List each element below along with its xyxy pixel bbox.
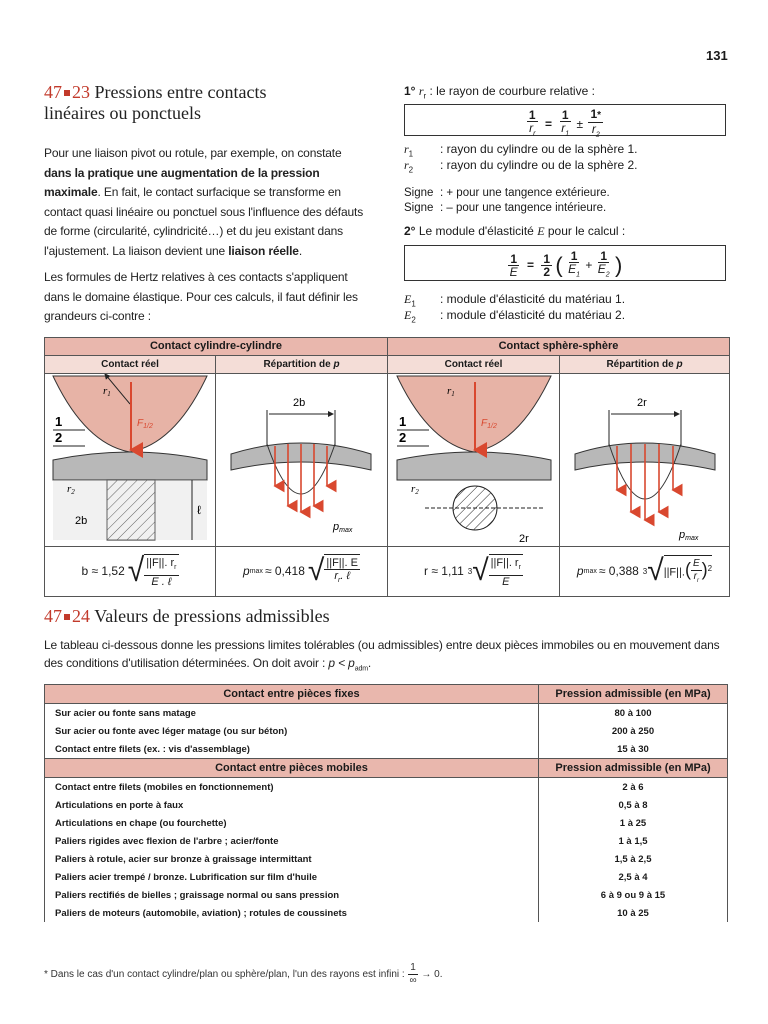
section-square-icon-2 <box>64 614 70 620</box>
formula-E: $\frac{1}{E}$ = $\frac{1}{2}$ ( $\frac{1}{E_1}$ + $\frac{1}{E_2}$ ) <box>509 249 623 280</box>
item2-heading: 2° Le module d'élasticité E pour le calcul : <box>404 224 626 238</box>
sphere-contact-diagram <box>397 376 551 530</box>
table-row <box>45 796 728 814</box>
subheader-contact-reel-1: Contact réel <box>45 356 215 374</box>
row-value: 15 à 30 <box>539 740 728 759</box>
row-value: 1 à 1,5 <box>539 832 728 850</box>
def-r2: $r_2$ : rayon du cylindre ou de la sphère 2. <box>404 158 638 175</box>
subheader-repartition-2: Répartition de p <box>560 356 729 374</box>
formula-r: r ≈ 1,11 3 √ $\frac{||F||. r_r}{E}$ <box>424 554 521 588</box>
row-label: Paliers acier trempé / bronze. Lubrification sur film d'huile <box>45 868 539 886</box>
subheader-repartition-1: Répartition de p <box>216 356 387 374</box>
section-title-47-23 <box>44 82 364 124</box>
mobile-parts-header: Contact entre pièces mobiles <box>45 759 539 778</box>
row-label: Paliers à rotule, acier sur bronze à graissage intermittant <box>45 850 539 868</box>
table-row <box>45 778 728 797</box>
label-2b: 2b <box>293 397 306 409</box>
row-label: Paliers rigides avec flexion de l'arbre ; acier/fonte <box>45 832 539 850</box>
subheader-contact-reel-2: Contact réel <box>388 356 559 374</box>
signe-1: Signe : + pour une tangence extérieure. <box>404 187 610 199</box>
section-square-icon <box>64 90 70 96</box>
label-2-sphere: 2 <box>399 430 407 445</box>
intro-text-bold-2: liaison réelle <box>228 243 299 258</box>
intro-paragraph-1 <box>44 144 370 261</box>
page-number: 131 <box>706 48 728 63</box>
formula-box-rr <box>404 104 726 139</box>
footnote: * Dans le cas d'un contact cylindre/plan ou sphère/plan, l'un des rayons est infini : $\frac{1}{\infty}$ → 0. <box>44 962 443 986</box>
section-47-24-intro: Le tableau ci-dessous donne les pressions limites tolérables (ou admissibles) entre deux pièces immobiles ou en mouvement dans des conditions d'utilisation déterminées. On doit avoir : $p < p_{adm}$. <box>44 638 720 673</box>
intro-paragraph-2: Les formules de Hertz relatives à ces contacts s'appliquent dans le domaine élastique. Pour ces calculs, il faut définir les grandeurs ci-contre : <box>44 270 358 323</box>
pressure-table <box>44 684 728 922</box>
label-F12-sphere: $F_{1/2}$ <box>481 418 497 430</box>
row-value: 10 à 25 <box>539 904 728 922</box>
cylinder-pressure-diagram <box>231 410 371 512</box>
label-1: 1 <box>55 414 63 429</box>
row-value: 2,5 à 4 <box>539 868 728 886</box>
label-r1: r1 <box>103 385 111 398</box>
row-label: Articulations en porte à faux <box>45 796 539 814</box>
table-row <box>45 832 728 850</box>
section-title-47-24: 47 24 Valeurs de pressions admissibles <box>44 606 330 626</box>
frac-1-r2: $\frac{1*}{r_2}$ <box>590 107 602 139</box>
row-value: 80 à 100 <box>539 704 728 723</box>
table-row <box>45 850 728 868</box>
intro-text-bold: dans la pratique une augmentation de la pression maximale <box>44 165 320 199</box>
row-value: 0,5 à 8 <box>539 796 728 814</box>
frac-1-rr: $\frac{1}{r_r}$ <box>528 108 536 138</box>
section-title-text: Valeurs de pressions admissibles <box>94 606 330 626</box>
section-number: 47 <box>44 82 62 102</box>
table-row <box>45 886 728 904</box>
formula-pmax-cyl: p max ≈ 0,418 √ $\frac{||F||. E}{r_r. \ell}$ <box>243 554 358 587</box>
label-2: 2 <box>55 430 63 445</box>
table-row <box>45 704 728 723</box>
label-length: ℓ <box>197 503 201 517</box>
frac-1-r1: $\frac{1}{r_1}$ <box>561 108 570 138</box>
formula-b: b ≈ 1,52 √ $\frac{||F||. r_r}{\text{E . ℓ}}$ <box>81 552 177 589</box>
table-row <box>45 868 728 886</box>
section-title-line1: Pressions entre contacts <box>94 82 267 102</box>
label-pmax-1: pmax <box>333 521 353 534</box>
section-sub-number: 23 <box>72 82 90 102</box>
row-label: Paliers rectifiés de bielles ; graissage normal ou sans pression <box>45 886 539 904</box>
label-F12: $F_{1/2}$ <box>137 418 153 430</box>
row-label: Paliers de moteurs (automobile, aviation) ; rotules de coussinets <box>45 904 539 922</box>
intro-text-c: . En fait, le contact surfacique se transforme en contact quasi linéaire ou ponctuel sous l'influence des défauts de forme (circularité, cylindricité…) et du jeu existant dans l'ajustement. La liaison devient une <box>44 185 364 258</box>
label-1-sphere: 1 <box>399 414 407 429</box>
section-title-line2: linéaires ou ponctuels <box>44 103 201 123</box>
table-row <box>45 722 728 740</box>
item1-heading: 1° $r_r$ : le rayon de courbure relative : <box>404 84 595 101</box>
intro-text-e: . <box>298 243 302 258</box>
label-pmax-2: pmax <box>679 529 699 542</box>
label-r2: r2 <box>67 483 75 496</box>
formula-box-E <box>404 245 726 281</box>
item1-text: : le rayon de courbure relative : <box>426 84 595 98</box>
formula-pmax-sph: p max ≈ 0,388 3 √ ||F||.( $\frac{E}{r_r}$ )$^2$ <box>576 554 713 587</box>
table-row <box>45 814 728 832</box>
label-r2-sphere: r2 <box>411 483 419 496</box>
signe-2: Signe : – pour une tangence intérieure. <box>404 202 607 214</box>
sphere-pressure-diagram <box>575 410 715 520</box>
label-2r: 2r <box>637 397 647 409</box>
label-2b-real: 2b <box>75 515 88 527</box>
def-r1: $r_1$ : rayon du cylindre ou de la sphère 1. <box>404 142 638 159</box>
def-E1: $E_1$ : module d'élasticité du matériau 1. <box>404 292 626 309</box>
pressure-col-header-2: Pression admissible (en MPa) <box>539 759 728 778</box>
contact-diagrams <box>45 374 729 546</box>
table-row <box>45 904 728 922</box>
row-label: Contact entre filets (mobiles en fonctionnement) <box>45 778 539 797</box>
def-E2: $E_2$ : module d'élasticité du matériau 2. <box>404 308 626 325</box>
row-label: Articulations en chape (ou fourchette) <box>45 814 539 832</box>
contact-table <box>44 337 730 597</box>
table-row <box>45 740 728 759</box>
row-value: 1,5 à 2,5 <box>539 850 728 868</box>
row-label: Sur acier ou fonte avec léger matage (ou sur béton) <box>45 722 539 740</box>
pressure-col-header-1: Pression admissible (en MPa) <box>539 685 728 704</box>
row-label: Sur acier ou fonte sans matage <box>45 704 539 723</box>
intro-text-a: Pour une liaison pivot ou rotule, par exemple, on constate <box>44 146 342 160</box>
row-label: Contact entre filets (ex. : vis d'assemblage) <box>45 740 539 759</box>
label-r1-sphere: r1 <box>447 385 455 398</box>
row-value: 1 à 25 <box>539 814 728 832</box>
row-value: 6 à 9 ou 9 à 15 <box>539 886 728 904</box>
row-value: 2 à 6 <box>539 778 728 797</box>
header-cylinder-cylinder: Contact cylindre-cylindre <box>45 338 387 356</box>
formula-rr: $\frac{1}{r_r}$ = $\frac{1}{r_1}$ ± $\frac{1*}{r_2}$ <box>405 108 725 141</box>
label-2r-real: 2r <box>519 533 529 545</box>
header-sphere-sphere: Contact sphère-sphère <box>388 338 729 356</box>
row-value: 200 à 250 <box>539 722 728 740</box>
fixed-parts-header: Contact entre pièces fixes <box>45 685 539 704</box>
item1-sub: r <box>423 91 427 101</box>
